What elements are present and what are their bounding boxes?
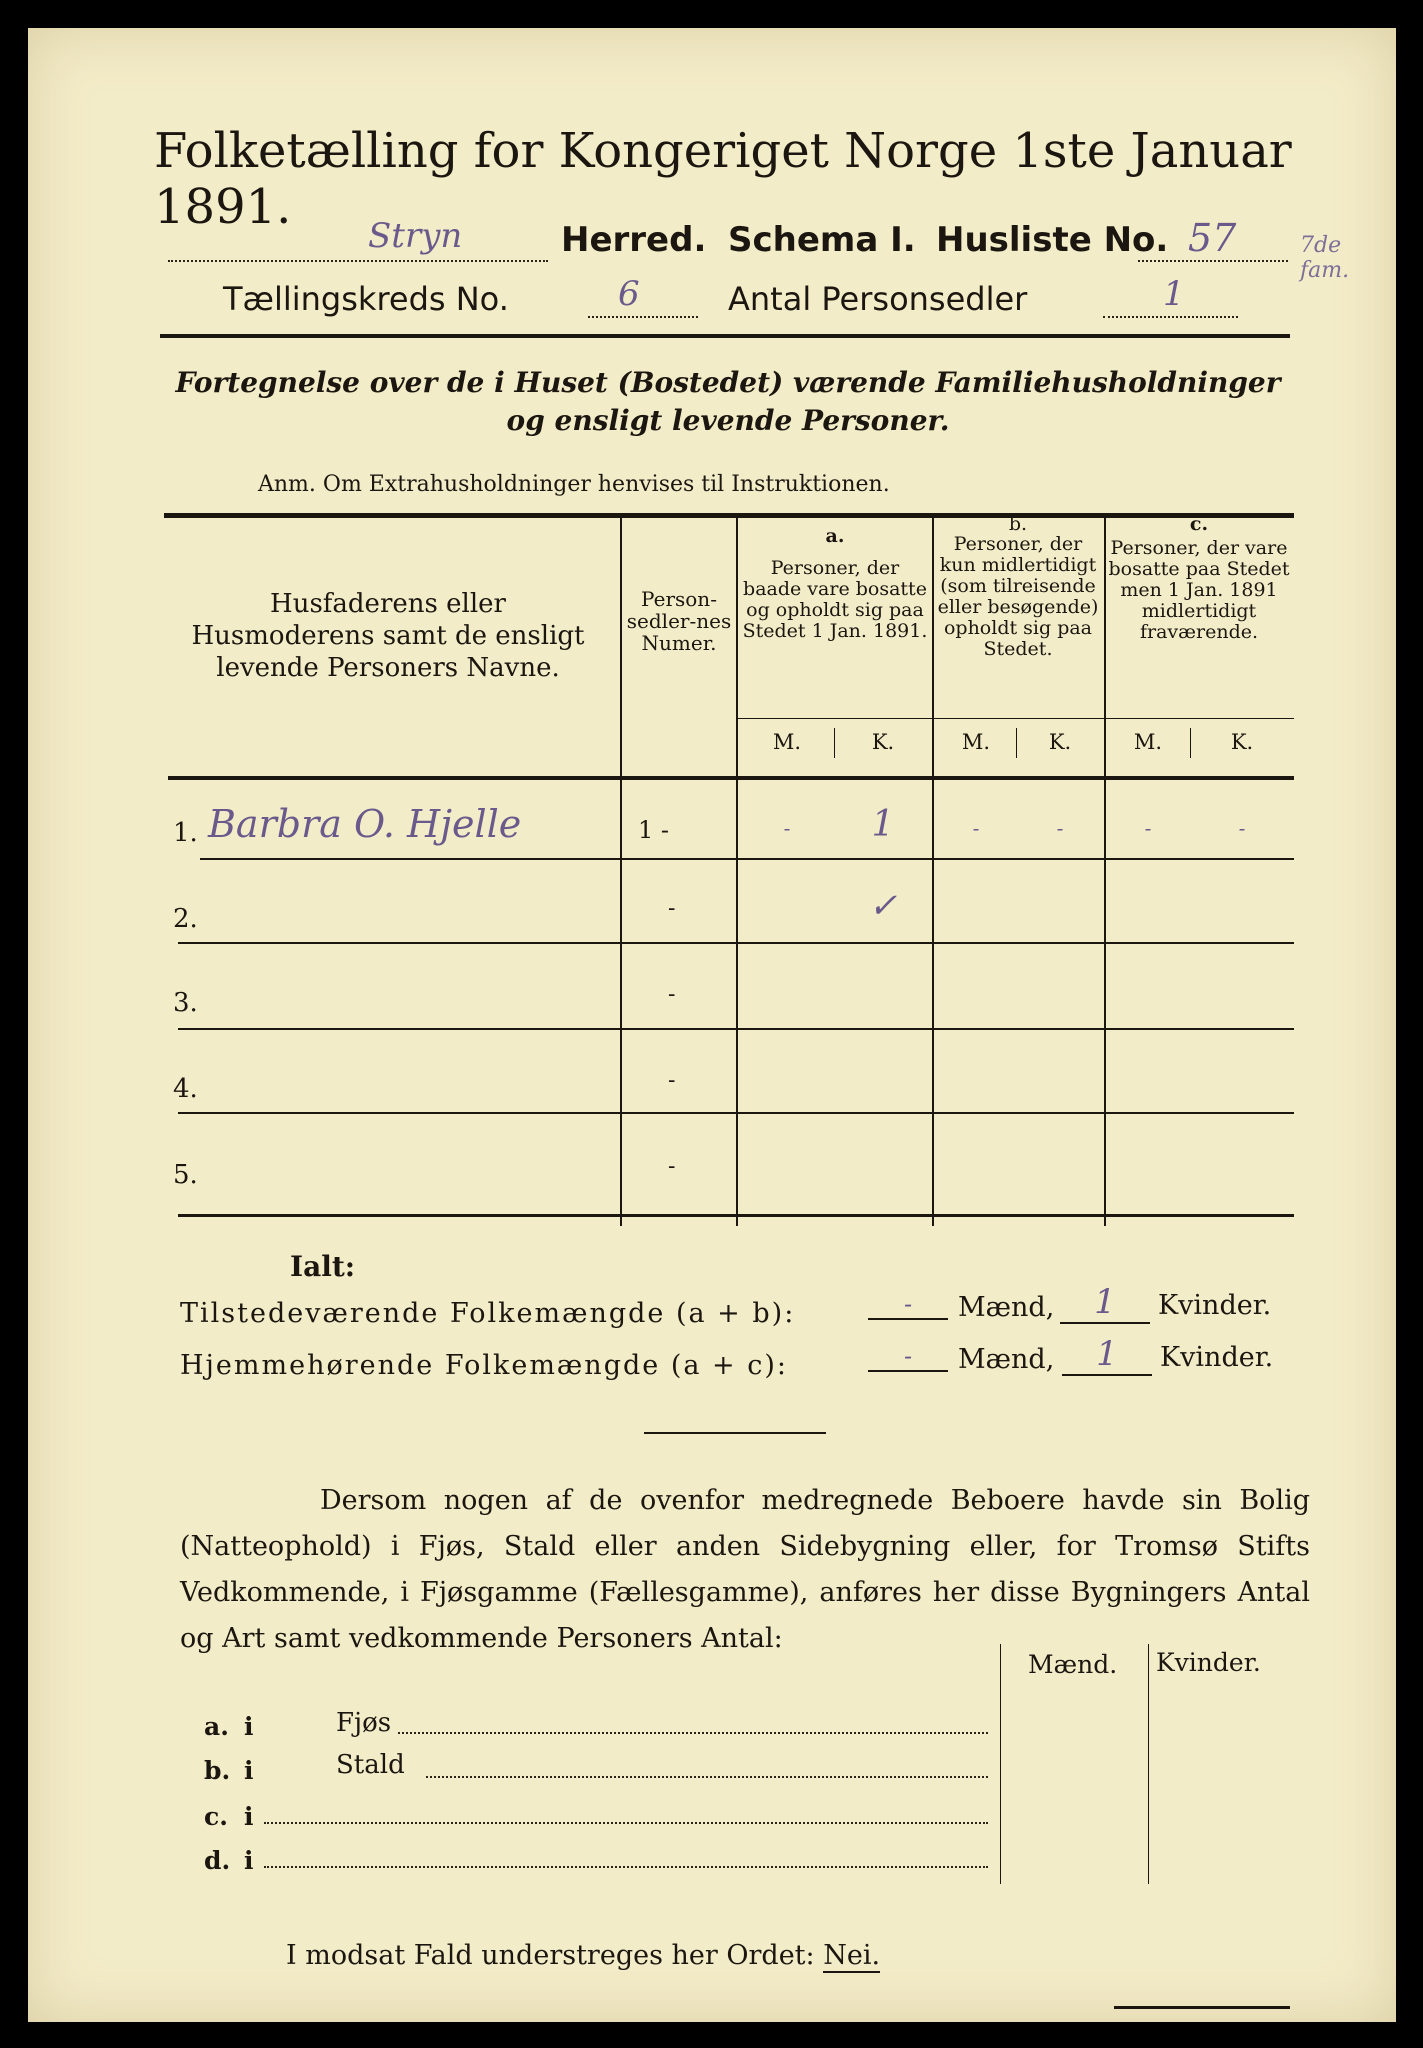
mk-divider [1190,728,1191,758]
table-header-rule [168,776,1294,780]
dwelling-dots [398,1732,988,1734]
row-number: 5. [173,1160,198,1190]
row-number: 1. [173,818,198,848]
col-divider [736,516,738,1226]
census-form [28,28,1396,2022]
col-a-letter: a. [825,525,845,547]
herred-label: Herred. [561,220,707,260]
row-a-k: 1 [871,804,895,845]
row-b-k: - [1056,816,1064,840]
dwelling-prep: i [244,1802,254,1831]
form-title: Folketælling for Kongeriget Norge 1ste Januar 1891. [154,123,1292,235]
row-numer: - [668,1068,676,1093]
totals-line1-label: Tilstedeværende Folkemængde (a + b): [180,1298,796,1329]
dwelling-prep: i [244,1712,254,1741]
col-b-letter: b. [1008,513,1028,535]
col-b-m: M. [961,730,991,754]
schema-label: Schema I. [728,220,916,260]
row-b-m: - [972,816,980,840]
dwelling-dots [426,1776,988,1778]
dwelling-dots [264,1866,988,1868]
totals-line2-k: 1 [1062,1334,1152,1376]
footer-word-nei: Nei. [823,1940,881,1971]
dwelling-label: Stald [336,1750,405,1780]
totals-line2-label: Hjemmehørende Folkemængde (a + c): [180,1350,788,1381]
dwelling-letter: c. [204,1802,228,1831]
husliste-label: Husliste No. [936,220,1169,260]
dwelling-letter: b. [204,1756,231,1785]
col-b-k: K. [1048,730,1072,754]
totals-line1-m: - [868,1290,948,1320]
intro-heading: Fortegnelse over de i Huset (Bostedet) værende Familiehusholdninger og ensligt levende Personer. [175,366,1281,437]
dwelling-letter: a. [204,1712,229,1741]
kreds-field [588,274,698,318]
dwelling-label: Fjøs [336,1708,392,1738]
col-c-k: K. [1230,730,1254,754]
row-c-k: - [1238,816,1246,840]
row-rule [178,1112,1294,1114]
col-a-k: K. [871,730,895,754]
dwelling-letter: d. [204,1846,231,1875]
col-header-a: Personer, der baade vare bosatte og opholdt sig paa Stedet 1 Jan. 1891. [742,557,928,642]
totals-line1-k: 1 [1060,1282,1150,1324]
totals-line1-m-label: Mænd, [958,1292,1055,1323]
antal-value: 1 [1163,274,1185,314]
row-c-m: - [1144,816,1152,840]
kreds-label: Tællingskreds No. [223,280,509,318]
totals-line2-m-label: Mænd, [958,1344,1055,1375]
footer-label: I modsat Fald understreges her Ordet: [286,1940,815,1971]
totals-line1-k-label: Kvinder. [1158,1290,1272,1321]
dwelling-col-divider [1148,1644,1149,1884]
dwelling-maend-header: Mænd. [1028,1650,1118,1679]
row-rule [178,942,1294,944]
antal-field [1103,274,1238,318]
totals-line2-k-label: Kvinder. [1160,1342,1274,1373]
dwelling-prep: i [244,1846,254,1875]
row-numer: - [668,896,676,921]
mk-divider [1016,728,1017,758]
row-rule [178,1028,1294,1030]
mk-rule [738,718,1294,719]
totals-line2-m: - [868,1342,948,1372]
col-divider [620,516,622,1226]
row-number: 4. [173,1074,198,1104]
kreds-value: 6 [618,274,640,314]
footer-text [286,1940,880,1971]
mk-divider [834,728,835,758]
margin-note: 7de fam. [1300,233,1350,283]
row-numer: 1 - [638,816,670,844]
anm-note: Anm. Om Extrahusholdninger henvises til Instruktionen. [258,472,890,497]
row-a-m: - [783,816,791,840]
col-header-numer: Person-sedler-nes Numer. [626,587,732,655]
dwelling-kvinder-header: Kvinder. [1156,1648,1261,1677]
ialt-label: Ialt: [290,1250,356,1283]
section-divider [644,1432,826,1434]
dwelling-dots [264,1822,988,1824]
herred-value: Stryn [368,216,463,256]
table-bottom-rule [178,1214,1294,1217]
dwelling-col-divider [1000,1644,1001,1884]
corner-rule [1114,2006,1290,2009]
husliste-value: 57 [1188,216,1237,260]
header-rule [160,334,1290,338]
herred-field [168,216,548,262]
row-number: 2. [173,904,198,934]
husliste-field [1138,216,1288,262]
antal-label: Antal Personsedler [728,280,1028,318]
col-c-letter: c. [1189,513,1209,535]
row-numer: - [668,1154,676,1179]
row-name: Barbra O. Hjelle [208,802,522,846]
row-number: 3. [173,988,198,1018]
dwelling-prep: i [244,1756,254,1785]
dwelling-paragraph: Dersom nogen af de ovenfor medregnede Beboere havde sin Bolig (Natteophold) i Fjøs, Stald eller anden Sidebygning eller, for Tromsø Stifts Vedkommende, i Fjøsgamme (Fællesgamme), anføres her disse Bygningers Antal og Art samt vedkommende Personers Antal: [180,1485,1310,1654]
col-header-name: Husfaderens eller Husmoderens samt de ensligt levende Personers Navne. [191,589,585,683]
row-rule [200,858,1294,860]
row-numer: - [668,982,676,1007]
row-a-k: ✓ [868,886,898,926]
col-header-c: Personer, der vare bosatte paa Stedet men 1 Jan. 1891 midlertidigt fraværende. [1108,537,1290,643]
col-c-m: M. [1133,730,1163,754]
col-a-m: M. [772,730,802,754]
col-header-b: Personer, der kun midlertidigt (som tilreisende eller besøgende) opholdt sig paa Stedet. [937,533,1099,660]
